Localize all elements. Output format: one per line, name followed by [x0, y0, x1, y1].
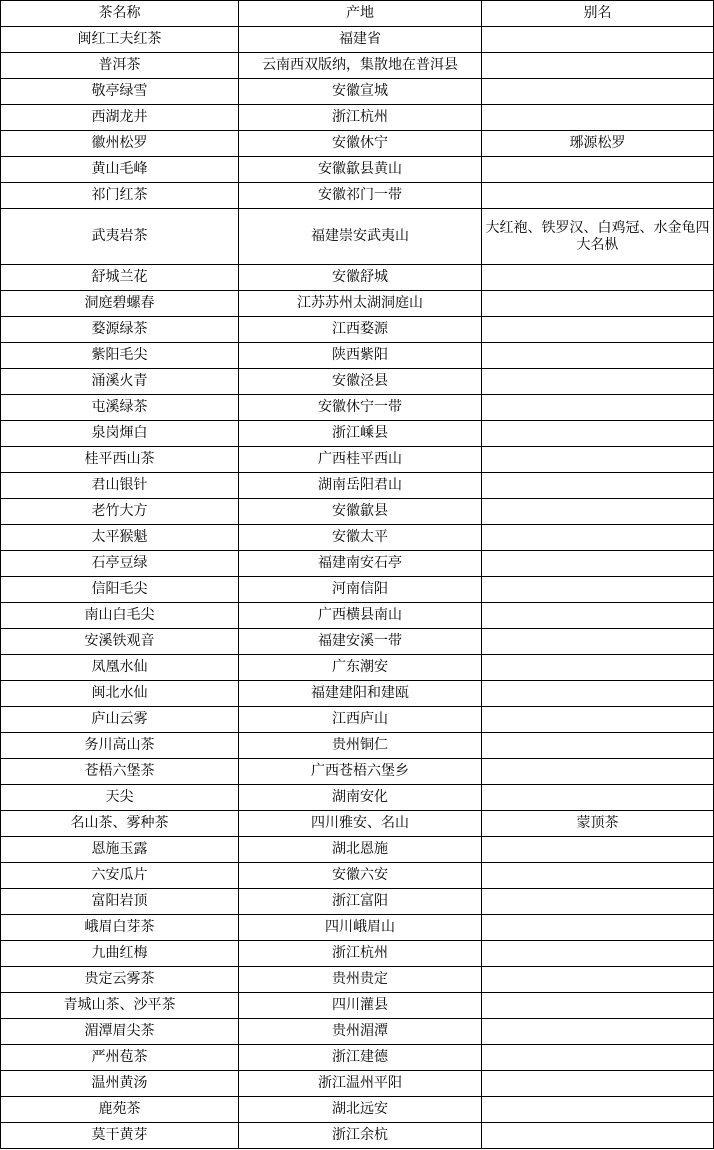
table-row — [1, 1019, 714, 1045]
alias-cell — [482, 447, 714, 473]
table-row — [1, 395, 714, 421]
table-row — [1, 941, 714, 967]
tea-name-cell: 洞庭碧螺春 — [1, 291, 239, 317]
tea-name-cell: 峨眉白芽茶 — [1, 915, 239, 941]
origin-cell: 四川峨眉山 — [239, 915, 482, 941]
origin-cell: 河南信阳 — [239, 577, 482, 603]
tea-name-cell: 闽红工夫红茶 — [1, 27, 239, 53]
tea-name-cell: 桂平西山茶 — [1, 447, 239, 473]
origin-cell: 浙江温州平阳 — [239, 1071, 482, 1097]
tea-name-cell: 南山白毛尖 — [1, 603, 239, 629]
table-body — [1, 27, 714, 1149]
tea-name-cell: 青城山茶、沙平茶 — [1, 993, 239, 1019]
origin-cell: 四川灌县 — [239, 993, 482, 1019]
tea-name-cell: 天尖 — [1, 785, 239, 811]
tea-name-cell: 涌溪火青 — [1, 369, 239, 395]
table-row — [1, 131, 714, 157]
tea-name-cell: 信阳毛尖 — [1, 577, 239, 603]
origin-cell: 福建南安石亭 — [239, 551, 482, 577]
origin-cell: 安徽歙县黄山 — [239, 157, 482, 183]
alias-cell — [482, 27, 714, 53]
tea-name-cell: 紫阳毛尖 — [1, 343, 239, 369]
alias-cell — [482, 421, 714, 447]
tea-name-cell: 湄潭眉尖茶 — [1, 1019, 239, 1045]
table-row — [1, 1123, 714, 1149]
alias-cell — [482, 785, 714, 811]
alias-cell — [482, 395, 714, 421]
alias-cell — [482, 291, 714, 317]
table-row — [1, 105, 714, 131]
origin-cell: 安徽六安 — [239, 863, 482, 889]
table-row — [1, 785, 714, 811]
alias-cell — [482, 53, 714, 79]
origin-cell: 四川雅安、名山 — [239, 811, 482, 837]
header-alias: 别名 — [482, 1, 714, 27]
alias-cell — [482, 105, 714, 131]
table-row — [1, 447, 714, 473]
tea-name-cell: 安溪铁观音 — [1, 629, 239, 655]
origin-cell: 湖南安化 — [239, 785, 482, 811]
tea-name-cell: 徽州松罗 — [1, 131, 239, 157]
origin-cell: 陕西紫阳 — [239, 343, 482, 369]
alias-cell — [482, 915, 714, 941]
alias-cell — [482, 837, 714, 863]
table-row — [1, 183, 714, 209]
table-row — [1, 79, 714, 105]
alias-cell — [482, 183, 714, 209]
origin-cell: 江苏苏州太湖洞庭山 — [239, 291, 482, 317]
alias-cell — [482, 317, 714, 343]
origin-cell: 安徽宣城 — [239, 79, 482, 105]
table-row — [1, 421, 714, 447]
table-row — [1, 1071, 714, 1097]
origin-cell: 广西桂平西山 — [239, 447, 482, 473]
alias-cell — [482, 343, 714, 369]
tea-name-cell: 祁门红茶 — [1, 183, 239, 209]
alias-cell — [482, 707, 714, 733]
origin-cell: 广西苍梧六堡乡 — [239, 759, 482, 785]
origin-cell: 贵州铜仁 — [239, 733, 482, 759]
alias-cell — [482, 993, 714, 1019]
origin-cell: 安徽舒城 — [239, 265, 482, 291]
alias-cell — [482, 941, 714, 967]
tea-name-cell: 老竹大方 — [1, 499, 239, 525]
origin-cell: 福建崇安武夷山 — [239, 209, 482, 265]
alias-cell — [482, 681, 714, 707]
alias-cell — [482, 499, 714, 525]
table-row — [1, 733, 714, 759]
table-row — [1, 525, 714, 551]
tea-name-cell: 君山银针 — [1, 473, 239, 499]
tea-name-cell: 太平猴魁 — [1, 525, 239, 551]
origin-cell: 浙江杭州 — [239, 105, 482, 131]
table-row — [1, 603, 714, 629]
tea-name-cell: 庐山云雾 — [1, 707, 239, 733]
tea-name-cell: 莫干黄芽 — [1, 1123, 239, 1149]
table-row — [1, 811, 714, 837]
origin-cell: 安徽祁门一带 — [239, 183, 482, 209]
tea-name-cell: 石亭豆绿 — [1, 551, 239, 577]
tea-name-cell: 闽北水仙 — [1, 681, 239, 707]
tea-name-cell: 富阳岩顶 — [1, 889, 239, 915]
tea-name-cell: 普洱茶 — [1, 53, 239, 79]
alias-cell: 大红袍、铁罗汉、白鸡冠、水金龟四大名枞 — [482, 209, 714, 265]
table-header — [1, 1, 714, 27]
origin-cell: 江西婺源 — [239, 317, 482, 343]
table-row — [1, 993, 714, 1019]
table-row — [1, 265, 714, 291]
origin-cell: 湖南岳阳君山 — [239, 473, 482, 499]
table-row — [1, 551, 714, 577]
origin-cell: 浙江杭州 — [239, 941, 482, 967]
alias-cell — [482, 1045, 714, 1071]
table-row — [1, 577, 714, 603]
table-row — [1, 209, 714, 265]
alias-cell — [482, 655, 714, 681]
table-row — [1, 27, 714, 53]
tea-name-cell: 名山茶、雾种茶 — [1, 811, 239, 837]
header-row — [1, 1, 714, 27]
table-row — [1, 369, 714, 395]
origin-cell: 江西庐山 — [239, 707, 482, 733]
tea-name-cell: 严州苞茶 — [1, 1045, 239, 1071]
table-row — [1, 499, 714, 525]
alias-cell — [482, 577, 714, 603]
table-row — [1, 889, 714, 915]
origin-cell: 安徽太平 — [239, 525, 482, 551]
tea-name-cell: 泉岗煇白 — [1, 421, 239, 447]
alias-cell — [482, 863, 714, 889]
tea-name-cell: 婺源绿茶 — [1, 317, 239, 343]
alias-cell — [482, 603, 714, 629]
alias-cell — [482, 265, 714, 291]
tea-name-cell: 九曲红梅 — [1, 941, 239, 967]
table-row — [1, 343, 714, 369]
tea-name-cell: 务川高山茶 — [1, 733, 239, 759]
origin-cell: 湖北远安 — [239, 1097, 482, 1123]
table-row — [1, 915, 714, 941]
origin-cell: 福建建阳和建瓯 — [239, 681, 482, 707]
tea-name-cell: 敬亭绿雪 — [1, 79, 239, 105]
alias-cell — [482, 1071, 714, 1097]
alias-cell — [482, 1123, 714, 1149]
tea-name-cell: 黄山毛峰 — [1, 157, 239, 183]
origin-cell: 浙江建德 — [239, 1045, 482, 1071]
alias-cell: 蒙顶茶 — [482, 811, 714, 837]
alias-cell — [482, 629, 714, 655]
header-tea-name: 茶名称 — [1, 1, 239, 27]
alias-cell — [482, 733, 714, 759]
origin-cell: 浙江嵊县 — [239, 421, 482, 447]
table-row — [1, 863, 714, 889]
tea-name-cell: 舒城兰花 — [1, 265, 239, 291]
table-row — [1, 681, 714, 707]
alias-cell — [482, 79, 714, 105]
tea-name-cell: 苍梧六堡茶 — [1, 759, 239, 785]
table-row — [1, 1045, 714, 1071]
table-row — [1, 759, 714, 785]
alias-cell — [482, 889, 714, 915]
table-row — [1, 157, 714, 183]
origin-cell: 广东潮安 — [239, 655, 482, 681]
origin-cell: 安徽休宁 — [239, 131, 482, 157]
tea-name-cell: 贵定云雾茶 — [1, 967, 239, 993]
origin-cell: 浙江余杭 — [239, 1123, 482, 1149]
tea-name-cell: 鹿苑茶 — [1, 1097, 239, 1123]
origin-cell: 湖北恩施 — [239, 837, 482, 863]
alias-cell — [482, 967, 714, 993]
origin-cell: 福建安溪一带 — [239, 629, 482, 655]
origin-cell: 浙江富阳 — [239, 889, 482, 915]
table-row — [1, 1097, 714, 1123]
alias-cell — [482, 525, 714, 551]
alias-cell — [482, 1019, 714, 1045]
tea-name-cell: 六安瓜片 — [1, 863, 239, 889]
alias-cell — [482, 759, 714, 785]
origin-cell: 云南西双版纳，集散地在普洱县 — [239, 53, 482, 79]
alias-cell — [482, 369, 714, 395]
table-row — [1, 317, 714, 343]
alias-cell: 琊源松罗 — [482, 131, 714, 157]
origin-cell: 广西横县南山 — [239, 603, 482, 629]
tea-name-cell: 屯溪绿茶 — [1, 395, 239, 421]
tea-name-cell: 凤凰水仙 — [1, 655, 239, 681]
table-row — [1, 837, 714, 863]
tea-name-cell: 西湖龙井 — [1, 105, 239, 131]
origin-cell: 安徽泾县 — [239, 369, 482, 395]
origin-cell: 贵州贵定 — [239, 967, 482, 993]
tea-name-cell: 武夷岩茶 — [1, 209, 239, 265]
table-row — [1, 473, 714, 499]
alias-cell — [482, 473, 714, 499]
header-origin: 产地 — [239, 1, 482, 27]
table-row — [1, 655, 714, 681]
alias-cell — [482, 1097, 714, 1123]
table-row — [1, 53, 714, 79]
alias-cell — [482, 551, 714, 577]
alias-cell — [482, 157, 714, 183]
table-row — [1, 629, 714, 655]
tea-name-cell: 恩施玉露 — [1, 837, 239, 863]
origin-cell: 贵州湄潭 — [239, 1019, 482, 1045]
table-row — [1, 707, 714, 733]
table-row — [1, 291, 714, 317]
origin-cell: 安徽歙县 — [239, 499, 482, 525]
origin-cell: 福建省 — [239, 27, 482, 53]
tea-name-cell: 温州黄汤 — [1, 1071, 239, 1097]
origin-cell: 安徽休宁一带 — [239, 395, 482, 421]
table-row — [1, 967, 714, 993]
